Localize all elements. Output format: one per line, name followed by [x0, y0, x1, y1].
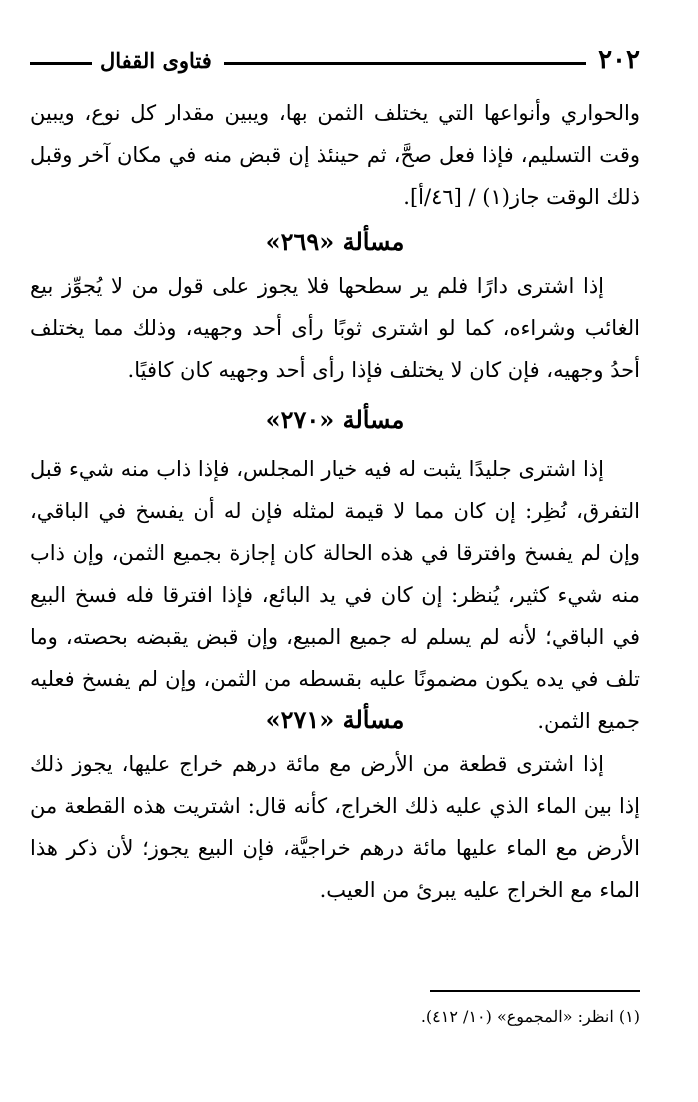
paragraph-269: إذا اشترى دارًا فلم ير سطحها فلا يجوز على قول من لا يُجوِّز بيع الغائب وشراءه، كما لو اشترى ثوبًا رأى أحد وجهيه، وذلك مما يختلف أحدُ وجهيه، فإن كان لا يختلف فإذا رأى أحد وجهيه كان كافيًا.	[30, 274, 640, 382]
header-rule	[224, 62, 586, 65]
section-heading-271: مسألة «٢٧١»	[265, 705, 405, 734]
footnote-separator	[430, 990, 640, 992]
running-title: فتاوى القفال	[100, 47, 212, 73]
paragraph-271: إذا اشترى قطعة من الأرض مع مائة درهم خراج عليها، يجوز ذلك إذا بين الماء الذي عليه ذلك الخراج، كأنه قال: اشتريت هذه القطعة من الأرض مع الماء عليها مائة درهم خراجيَّة، فإن البيع يجوز؛ لأن ذكر هذا الماء مع الخراج عليه يبرئ من العيب.	[30, 752, 640, 902]
page-number: ٢٠٢	[598, 45, 640, 75]
paragraph-270: إذا اشترى جليدًا يثبت له فيه خيار المجلس، فإذا ذاب منه شيء قبل التفرق، نُظِر: إن كان مما لا قيمة لمثله فإن له أن يفسخ في الباقي، وإن لم يفسخ وافترقا في هذه الحالة كان إجازة بجميع الثمن، وإن ذاب منه شيء كثير، يُنظر: إن كان في يد البائع، فإذا افترقا فله فسخ البيع في الباقي؛ لأنه لم يسلم له جميع المبيع، وإن قبض يقبضه بحصته، وما تلف في يده يكون مضمونًا عليه بقسطه من الثمن، وإن لم يفسخ فعليه جميع الثمن.	[30, 457, 640, 733]
paragraph-continuation: والحواري وأنواعها التي يختلف الثمن بها، ويبين مقدار كل نوع، ويبين وقت التسليم، فإذا فعل صحَّ، ثم حينئذ إن قبض منه في مكان آخر وقبل ذلك الوقت جاز(١) / [٤٦/أ].	[30, 101, 640, 209]
page-header	[30, 40, 640, 80]
footnote: (١) انظر: «المجموع» (١٠/ ٤١٢).	[420, 1007, 640, 1026]
header-rule-tail	[30, 62, 92, 65]
section-heading-270: مسألة «٢٧٠»	[265, 405, 405, 434]
section-heading-269: مسألة «٢٦٩»	[265, 227, 405, 256]
